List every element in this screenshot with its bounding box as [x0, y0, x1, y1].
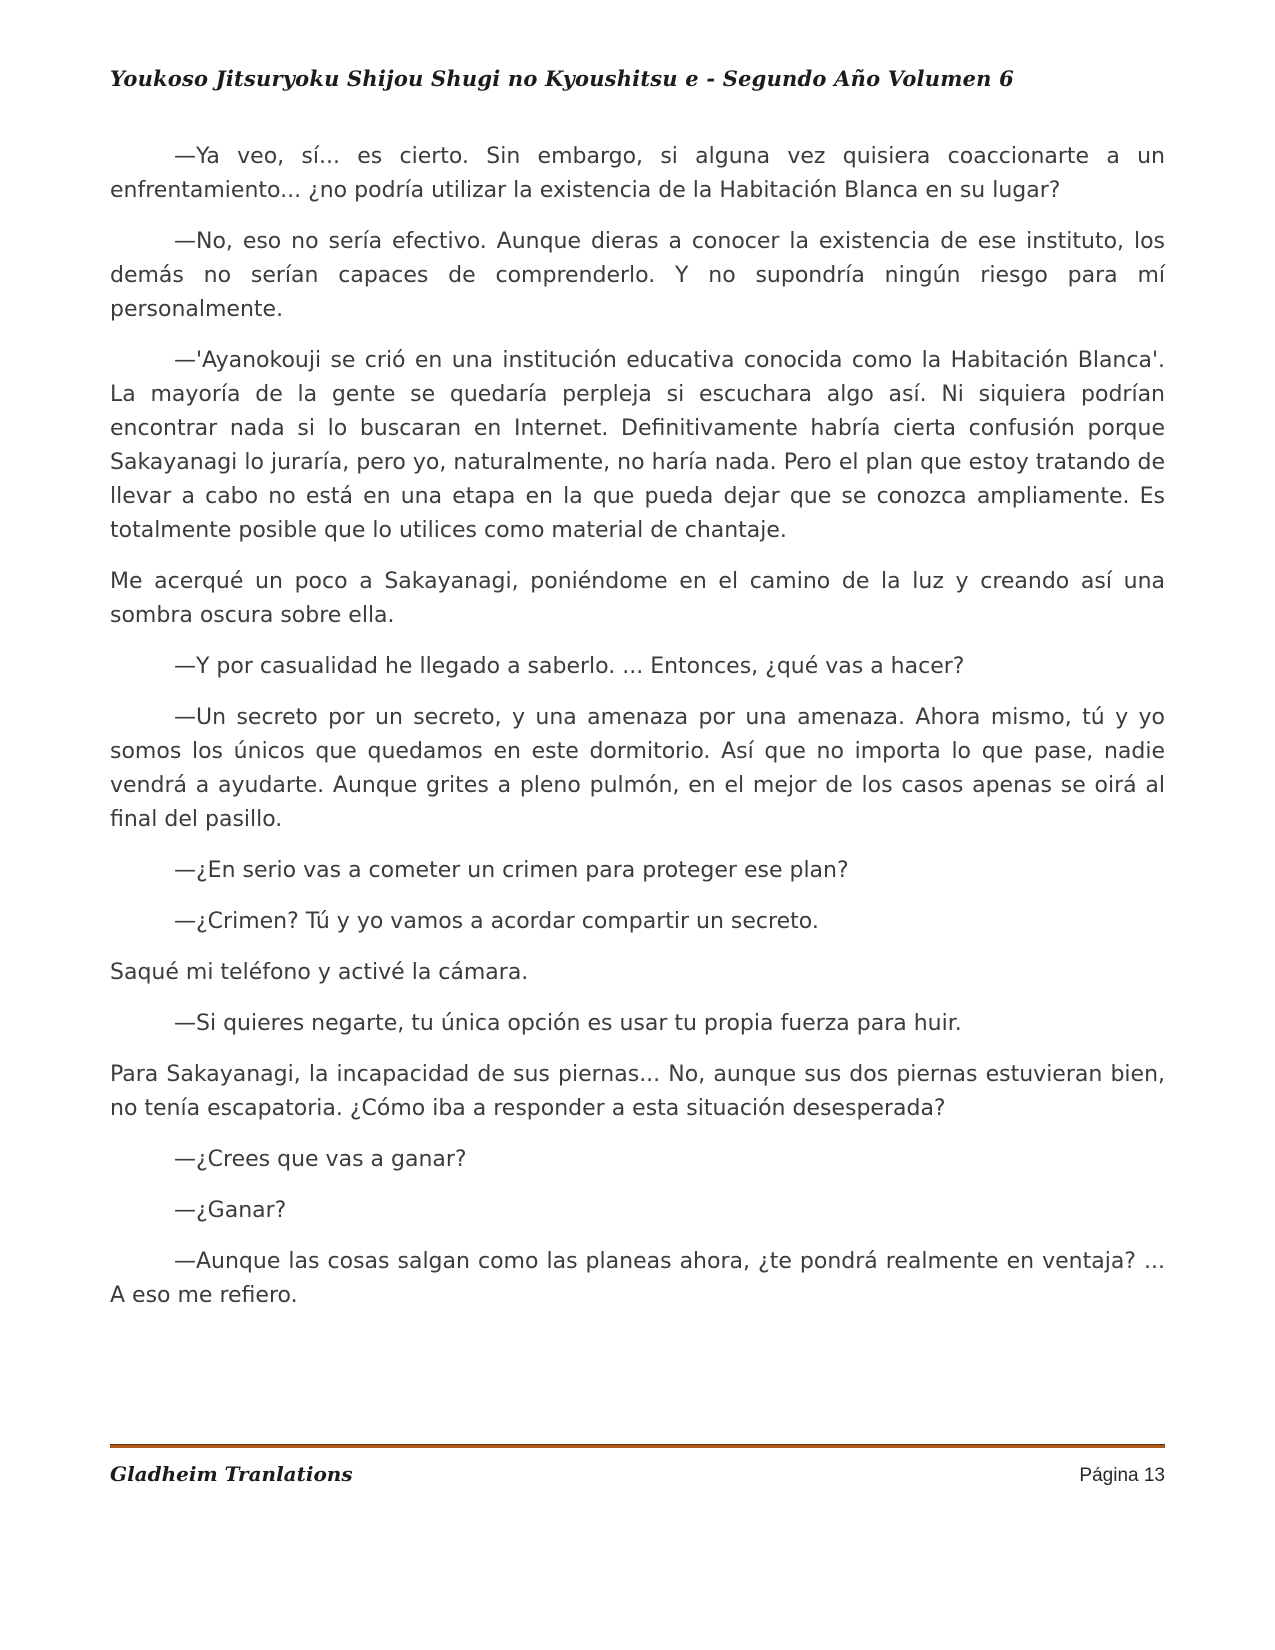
paragraph: —Ya veo, sí... es cierto. Sin embargo, si alguna vez quisiera coaccionarte a un enfrentamiento... ¿no podría utilizar la existencia de la Habitación Blanca en su lugar?: [110, 144, 1165, 203]
paragraph: —¿Crimen? Tú y yo vamos a acordar compartir un secreto.: [174, 909, 819, 934]
page-footer: [110, 1462, 1165, 1487]
paragraph: —'Ayanokouji se crió en una institución educativa conocida como la Habitación Blanca'. La mayoría de la gente se quedaría perpleja si escuchara algo así. Ni siquiera podrían encontrar nada si lo buscaran en Internet. Definitivamente habría cierta confusión porque Sakayanagi lo juraría, pero yo, naturalmente, no haría nada. Pero el plan que estoy tratando de llevar a cabo no está en una etapa en la que pueda dejar que se conozca ampliamente. Es totalmente posible que lo utilices como material de chantaje.: [110, 348, 1165, 543]
paragraph: Para Sakayanagi, la incapacidad de sus piernas... No, aunque sus dos piernas estuvieran bien, no tenía escapatoria. ¿Cómo iba a responder a esta situación desesperada?: [110, 1062, 1165, 1121]
paragraph: —¿Crees que vas a ganar?: [174, 1147, 467, 1172]
paragraph: —¿Ganar?: [174, 1198, 287, 1223]
paragraph: Saqué mi teléfono y activé la cámara.: [110, 960, 529, 985]
footer-translator-name: Gladheim Tranlations: [110, 1462, 353, 1486]
paragraph: Me acerqué un poco a Sakayanagi, poniéndome en el camino de la luz y creando así una sombra oscura sobre ella.: [110, 569, 1165, 628]
paragraph: —No, eso no sería efectivo. Aunque dieras a conocer la existencia de ese instituto, los demás no serían capaces de comprenderlo. Y no supondría ningún riesgo para mí personalmente.: [110, 229, 1165, 322]
footer-rule: [110, 1444, 1165, 1448]
paragraph: —¿En serio vas a cometer un crimen para proteger ese plan?: [174, 858, 849, 883]
paragraph: —Aunque las cosas salgan como las planeas ahora, ¿te pondrá realmente en ventaja? ... A eso me refiero.: [110, 1249, 1165, 1308]
page-header-title: Youkoso Jitsuryoku Shijou Shugi no Kyoushitsu e - Segundo Año Volumen 6: [110, 66, 1014, 91]
body-paragraphs: [110, 140, 1165, 1330]
footer-page-number: Página 13: [1079, 1465, 1165, 1486]
paragraph: —Y por casualidad he llegado a saberlo. ... Entonces, ¿qué vas a hacer?: [174, 654, 965, 679]
paragraph: —Un secreto por un secreto, y una amenaza por una amenaza. Ahora mismo, tú y yo somos los únicos que quedamos en este dormitorio. Así que no importa lo que pase, nadie vendrá a ayudarte. Aunque grites a pleno pulmón, en el mejor de los casos apenas se oirá al final del pasillo.: [110, 705, 1165, 832]
paragraph: —Si quieres negarte, tu única opción es usar tu propia fuerza para huir.: [174, 1011, 962, 1036]
